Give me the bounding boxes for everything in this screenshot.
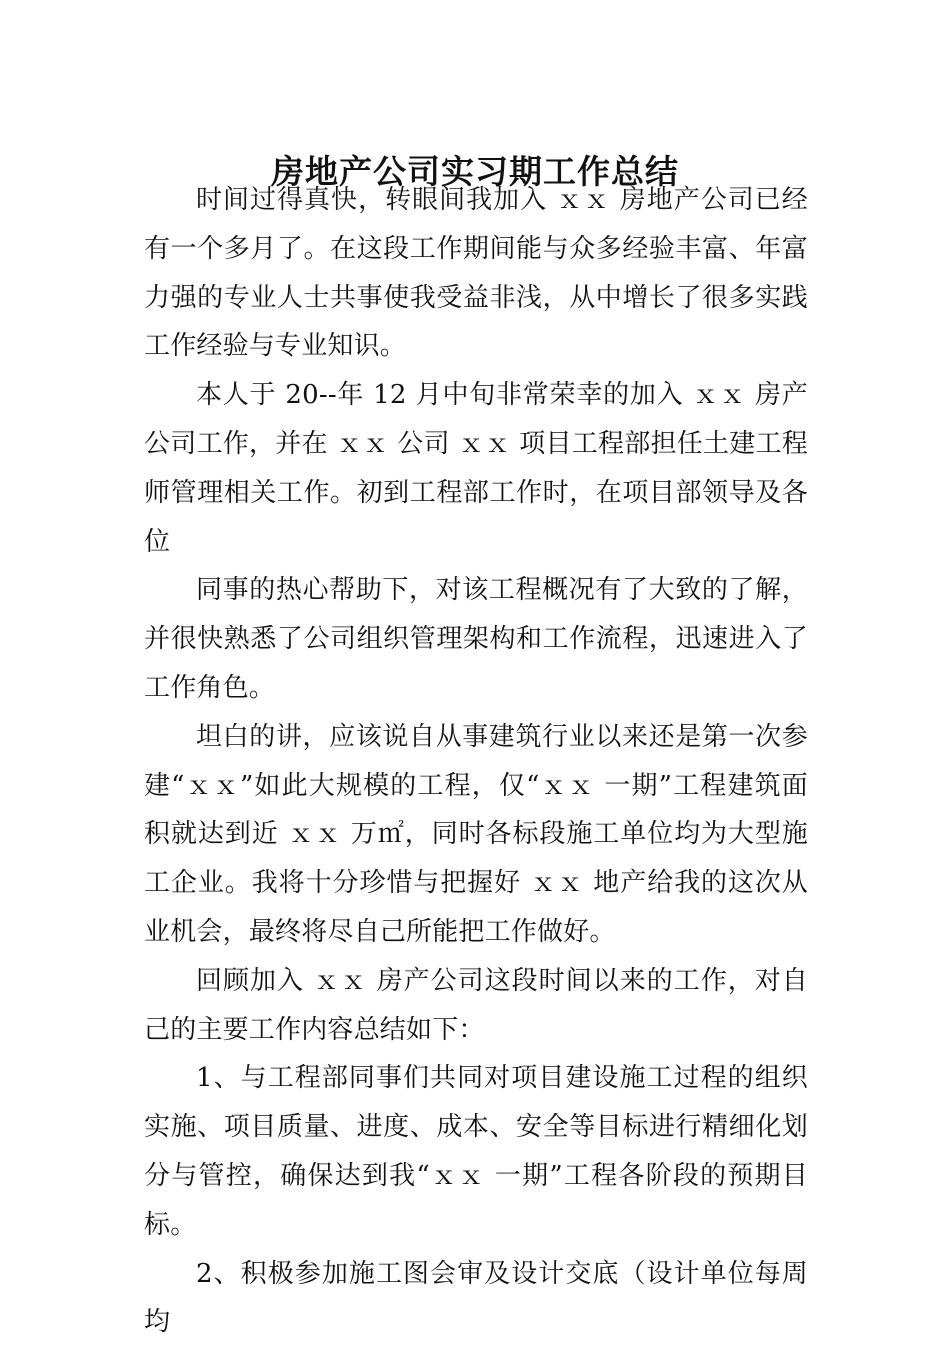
paragraph-intro: 时间过得真快，转眼间我加入 ｘｘ 房地产公司已经有一个多月了。在这段工作期间能与众多经验丰富、年富力强的专业人士共事使我受益非浅，从中增长了很多实践工作经验与专业知识。 [144, 185, 808, 362]
document-body [144, 176, 808, 1347]
paragraph-project-scale: 坦白的讲，应该说自从事建筑行业以来还是第一次参建“ｘｘ”如此大规模的工程，仅“ｘｘ 一期”工程建筑面积就达到近 ｘｘ 万㎡，同时各标段施工单位均为大型施工企业。我将十分珍惜与把握好 ｘｘ 地产给我的这次从业机会，最终将尽自己所能把工作做好。 [144, 721, 808, 947]
paragraph-item-2: 2、积极参加施工图会审及设计交底（设计单位每周均 [144, 1258, 808, 1338]
document-title: 房地产公司实习期工作总结 [271, 152, 679, 192]
paragraph-joining: 本人于 20--年 12 月中旬非常荣幸的加入 ｘｘ 房产公司工作，并在 ｘｘ 公司 ｘｘ 项目工程部担任土建工程师管理相关工作。初到工程部工作时，在项目部领导及各位 [144, 380, 808, 557]
paragraph-colleagues: 同事的热心帮助下，对该工程概况有了大致的了解，并很快熟悉了公司组织管理架构和工作流程，迅速进入了工作角色。 [144, 575, 808, 703]
paragraph-review: 回顾加入 ｘｘ 房产公司这段时间以来的工作，对自己的主要工作内容总结如下： [144, 965, 808, 1045]
paragraph-item-1: 1、与工程部同事们共同对项目建设施工过程的组织实施、项目质量、进度、成本、安全等目标进行精细化划分与管控，确保达到我“ｘｘ 一期”工程各阶段的预期目标。 [144, 1063, 808, 1240]
